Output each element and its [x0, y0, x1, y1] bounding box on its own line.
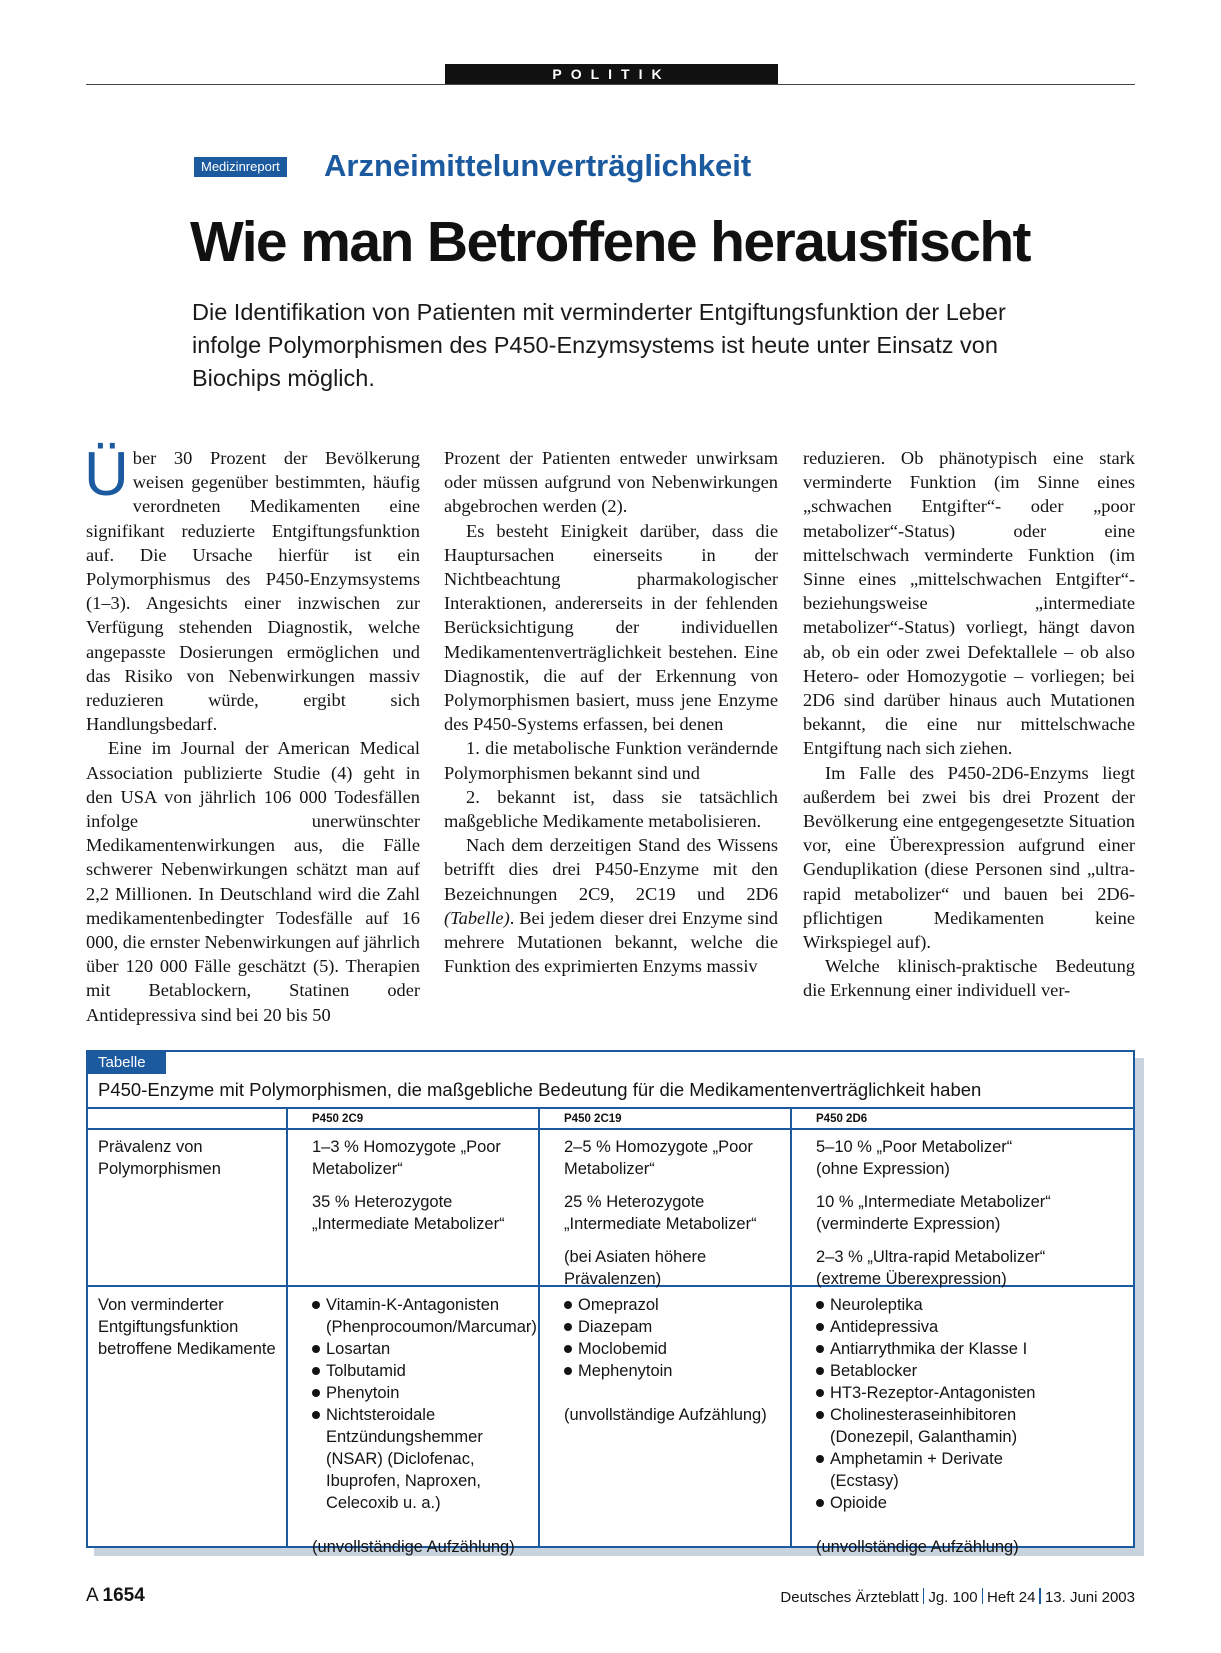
article-kicker: Arzneimittelunverträglichkeit: [324, 148, 752, 183]
separator: [982, 1588, 984, 1604]
drug-list-item: Cholinesteraseinhibitoren (Donezepil, Galanthamin): [816, 1404, 1056, 1448]
bullet-icon: [564, 1345, 572, 1353]
table-reference: (Tabelle): [444, 907, 510, 928]
bullet-icon: [564, 1323, 572, 1331]
separator: [1039, 1588, 1041, 1604]
page-number: A 1654: [86, 1585, 145, 1606]
drug-list-item: Diazepam: [564, 1316, 786, 1338]
bullet-icon: [816, 1367, 824, 1375]
bullet-icon: [564, 1301, 572, 1309]
list-item: 2. bekannt ist, dass sie tatsächlich maßgebliche Medikamente metabolisieren.: [444, 786, 778, 832]
body-paragraph: Welche klinisch-praktische Bedeutung die Erkennung einer individuell ver-: [803, 956, 1135, 1001]
bullet-icon: [816, 1411, 824, 1419]
bullet-icon: [816, 1455, 824, 1463]
drug-list-item: Amphetamin + Derivate (Ecstasy): [816, 1448, 1056, 1492]
table-cell: 5–10 % „Poor Metabolizer“ (ohne Expression) 10 % „Intermediate Metabolizer“ (verminderte Expression) 2–3 % „Ultra-rapid Metabolizer“ (extreme Überexpression): [816, 1138, 1051, 1288]
drug-list-item: Mephenytoin: [564, 1360, 786, 1382]
journal-info: Deutsches Ärzteblatt Jg. 100 Heft 24 13. Juni 2003: [780, 1589, 1135, 1606]
article-teaser: Die Identifikation von Patienten mit verminderter Entgiftungsfunktion der Leber infolge Polymorphismen des P450-Enzymsystems ist heute unter Einsatz von Biochips möglich.: [192, 299, 1006, 391]
body-paragraph: Nach dem derzeitigen Stand des Wissens betrifft dies drei P450-Enzyme mit den Bezeichnungen 2C9, 2C19 und 2D6 (Tabelle). Bei jedem dieser drei Enzyme sind mehrere Mutationen bekannt, welche die Funktion des exprimierten Enzyms massiv: [444, 835, 778, 977]
drug-list-item: Tolbutamid: [312, 1360, 532, 1382]
list-item: 1. die metabolische Funktion verändernde Polymorphismen bekannt sind und: [444, 738, 778, 783]
drug-list-item: Antiarrythmika der Klasse I: [816, 1338, 1056, 1360]
table-rule: [538, 1107, 540, 1546]
drug-list: [564, 1294, 786, 1382]
article-headline: Wie man Betroffene herausfischt: [190, 210, 1030, 274]
drug-list-item: Omeprazol: [564, 1294, 786, 1316]
table-cell: [564, 1294, 786, 1426]
table-cell: 1–3 % Homozygote „Poor Metabolizer“ 35 % Heterozygote „Intermediate Metabolizer“: [312, 1138, 505, 1233]
bullet-icon: [816, 1499, 824, 1507]
column-header: P450 2C9: [312, 1113, 364, 1125]
body-paragraph: Eine im Journal der American Medical Association publizierte Studie (4) geht in den USA von jährlich 106 000 Todesfällen infolge unerwünschter Medikamentenwirkungen aus, die Fälle schwerer Nebenwirkungen schätzt man auf 2,2 Millionen. In Deutschland wird die Zahl medikamentenbedingter Todesfälle auf 16 000, die ernster Nebenwirkungen auf jährlich über 120 000 Fälle geschätzt (5). Therapien mit Betablockern, Statinen oder Antidepressiva sind bei 20 bis 50: [86, 738, 420, 1025]
drug-list-item: Moclobemid: [564, 1338, 786, 1360]
drug-list-item: Betablocker: [816, 1360, 1056, 1382]
section-label: POLITIK: [445, 64, 778, 85]
bullet-icon: [816, 1323, 824, 1331]
drug-list-item: Neuroleptika: [816, 1294, 1056, 1316]
drug-list-item: Opioide: [816, 1492, 1056, 1514]
drop-cap: Ü: [84, 440, 129, 509]
body-paragraph: Im Falle des P450-2D6-Enzyms liegt außerdem bei zwei bis drei Prozent der Bevölkerung eine entgegengesetzte Situation vor, eine Überexpression aufgrund einer Genduplikation (diese Personen sind „ultra-rapid metabolizer“ und bauen bei 2D6-pflichtigen Medikamenten keine Wirkspiegel auf).: [803, 762, 1135, 953]
bullet-icon: [312, 1301, 320, 1309]
drug-list-item: HT3-Rezeptor-Antagonisten: [816, 1382, 1056, 1404]
table-caption: P450-Enzyme mit Polymorphismen, die maßgebliche Bedeutung für die Medikamentenverträglichkeit haben: [98, 1079, 982, 1100]
table-cell: 2–5 % Homozygote „Poor Metabolizer“ 25 % Heterozygote „Intermediate Metabolizer“ (bei Asiaten höhere Prävalenzen): [564, 1138, 757, 1288]
drug-list-item: Losartan: [312, 1338, 532, 1360]
category-badge: Medizinreport: [194, 157, 287, 177]
bullet-icon: [312, 1411, 320, 1419]
drug-list-item: Phenytoin: [312, 1382, 532, 1404]
header-rule: [86, 84, 1135, 85]
body-paragraph-continued: reduzieren. Ob phänotypisch eine stark verminderte Funktion (im Sinne eines „schwachen Entgifter“- oder „poor metabolizer“-Status) oder eine mittelschwach verminderte Funktion (im Sinne eines „mittelschwachen Entgifter“- beziehungsweise „intermediate metabolizer“-Status) vorliegt, hängt davon ab, ob ein oder zwei Defektallele – ob also Hetero- oder Homozygotie – vorliegen; bei 2D6 sind darüber hinaus auch Mutationen bekannt, die eine nur mittelschwache Entgiftung nach sich ziehen.: [803, 448, 1135, 759]
separator: [923, 1588, 925, 1604]
body-paragraph: Prozent der Patienten entweder unwirksam oder müssen aufgrund von Nebenwirkungen abgebrochen werden (2).: [444, 448, 778, 517]
table-tab-label: Tabelle: [88, 1052, 166, 1074]
table-cell: [312, 1294, 537, 1558]
bullet-icon: [816, 1389, 824, 1397]
body-paragraph-continued: . Bei jedem dieser drei Enzyme sind mehrere Mutationen bekannt, welche die Funktion des exprimierten Enzyms massiv: [444, 907, 778, 977]
table-rule: [790, 1107, 792, 1546]
table-rule: [88, 1128, 1133, 1130]
bullet-icon: [564, 1367, 572, 1375]
data-table: [86, 1050, 1135, 1556]
body-paragraph: Es besteht Einigkeit darüber, dass die Hauptursachen einerseits in der Nichtbeachtung pharmakologischer Interaktionen, andererseits in der fehlenden Berücksichtigung der individuellen Medikamentenverträglichkeit bestehen. Eine Diagnostik, die auf der Erkennung von Polymorphismen basiert, muss jene Enzyme des P450-Systems erfassen, bei denen: [444, 520, 778, 735]
row-label: Von verminderter Entgiftungsfunktion betroffene Medikamente: [98, 1296, 276, 1358]
drug-list: [312, 1294, 537, 1514]
text-column-3: [803, 446, 1135, 1003]
text-column-2: [444, 446, 778, 978]
drug-list-item: Nichtsteroidale Entzündungshemmer (NSAR) (Diclofenac, Ibuprofen, Naproxen, Celecoxib u. a.): [312, 1404, 532, 1514]
table-rule: [286, 1107, 288, 1546]
bullet-icon: [816, 1301, 824, 1309]
table-note: (unvollständige Aufzählung): [816, 1538, 1019, 1556]
text-column-1: [84, 440, 420, 1027]
drug-list: [816, 1294, 1056, 1514]
bullet-icon: [312, 1345, 320, 1353]
bullet-icon: [816, 1345, 824, 1353]
body-paragraph: Über 30 Prozent der Bevölkerung weisen gegenüber bestimmten, häufig verordneten Medikamenten eine signifikant reduzierte Entgiftungsfunktion auf. Die Ursache hierfür ist ein Polymorphismus des P450-Enzymsystems (1–3). Angesichts einer inzwischen zur Verfügung stehenden Diagnostik, welche angepasste Dosierungen ermöglichen und das Risiko von Nebenwirkungen massiv reduzieren würde, ergibt sich Handlungsbedarf.: [84, 440, 420, 735]
bullet-icon: [312, 1389, 320, 1397]
table-cell: [816, 1294, 1056, 1558]
table-note: (unvollständige Aufzählung): [564, 1406, 767, 1424]
row-label: Prävalenz von Polymorphismen: [98, 1138, 221, 1178]
bullet-icon: [312, 1367, 320, 1375]
column-header: P450 2D6: [816, 1113, 868, 1125]
table-note: (unvollständige Aufzählung): [312, 1538, 515, 1556]
drug-list-item: Vitamin-K-Antagonisten (Phenprocoumon/Marcumar): [312, 1294, 532, 1338]
column-header: P450 2C19: [564, 1113, 622, 1125]
table-rule: [88, 1107, 1133, 1109]
drug-list-item: Antidepressiva: [816, 1316, 1056, 1338]
